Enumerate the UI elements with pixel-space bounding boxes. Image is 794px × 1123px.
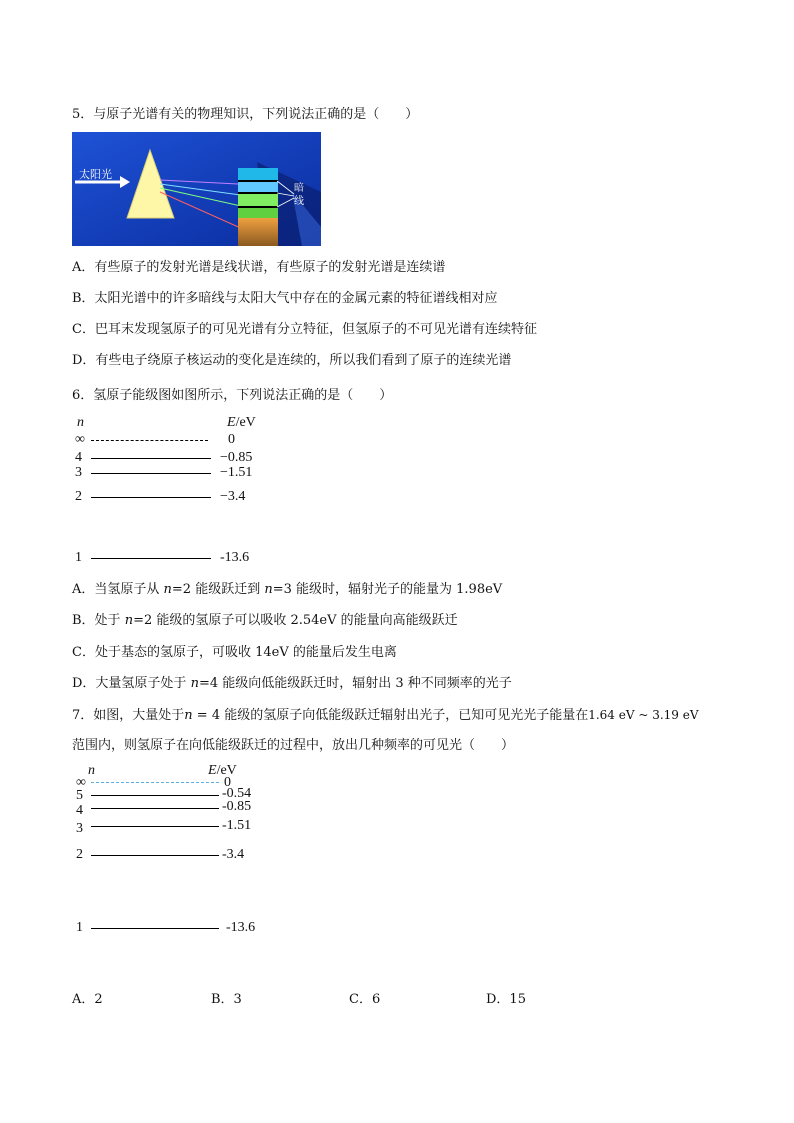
- q6-level-4-e: −0.85: [220, 450, 253, 465]
- q7-level-5-e: -0.54: [222, 786, 252, 801]
- q7-level-4-line: [91, 808, 219, 809]
- spectrum-figure: [72, 132, 321, 246]
- q7-level-4-e: -0.85: [222, 799, 252, 814]
- sunlight-label: 太阳光: [79, 168, 112, 181]
- q7-level-4-n: 4: [76, 803, 83, 818]
- q7-option-c: C．6: [349, 992, 381, 1007]
- q6-level-inf-n: ∞: [75, 432, 85, 447]
- q7-option-a: A．2: [72, 992, 103, 1007]
- q7-level-3-line: [91, 826, 219, 827]
- dark-line-label-1: 暗: [294, 183, 304, 194]
- q6-option-b: B．处于 n=2 能级的氢原子可以吸收 2.54eV 的能量向高能级跃迁: [72, 613, 458, 628]
- q6-n-axis-label: n: [77, 415, 84, 430]
- q6-level-3-n: 3: [75, 465, 82, 480]
- q5-option-d: D．有些电子绕原子核运动的变化是连续的，所以我们看到了原子的连续光谱: [72, 353, 512, 368]
- band-orange: [238, 218, 278, 246]
- q7-level-inf-line: [91, 782, 219, 783]
- band-light-blue: [238, 182, 278, 192]
- q5-option-a: A．有些原子的发射光谱是线状谱，有些原子的发射光谱是连续谱: [72, 260, 446, 275]
- band-green-2: [238, 208, 278, 218]
- q7-level-3-e: -1.51: [222, 818, 252, 833]
- q7-level-1-e: -13.6: [226, 920, 256, 935]
- q7-n-axis-label: n: [88, 763, 95, 778]
- q7-title-line2: 范围内，则氢原子在向低能级跃迁的过程中，放出几种频率的可见光（ ）: [72, 738, 515, 753]
- q6-level-4-n: 4: [75, 450, 82, 465]
- q7-level-inf-n: ∞: [76, 775, 86, 790]
- q6-level-2-line: [91, 497, 211, 498]
- dark-line-1: [238, 180, 278, 182]
- q7-title-line1: 7．如图，大量处于n = 4 能级的氢原子向低能级跃迁辐射出光子，已知可见光光子能量在1.64 eV ~ 3.19 eV: [72, 708, 699, 723]
- q6-level-1-line: [91, 558, 211, 559]
- q6-level-1-e: -13.6: [220, 550, 250, 565]
- dark-line-3: [238, 206, 278, 208]
- q7-level-inf-e: 0: [224, 775, 231, 790]
- q6-option-c: C．处于基态的氢原子，可吸收 14eV 的能量后发生电离: [72, 645, 397, 660]
- q6-level-4-line: [91, 458, 211, 459]
- q7-level-1-line: [91, 928, 219, 929]
- q6-level-2-n: 2: [75, 489, 82, 504]
- q6-level-2-e: −3.4: [220, 489, 246, 504]
- q6-level-3-e: −1.51: [220, 465, 253, 480]
- q6-option-a: A．当氢原子从 n=2 能级跃迁到 n=3 能级时，辐射光子的能量为 1.98eV: [72, 582, 503, 597]
- q7-level-5-line: [91, 795, 219, 796]
- q7-option-b: B．3: [211, 992, 242, 1007]
- q6-level-3-line: [91, 473, 211, 474]
- q5-option-b: B．太阳光谱中的许多暗线与太阳大气中存在的金属元素的特征谱线相对应: [72, 291, 498, 306]
- q6-level-inf-line: [91, 440, 208, 441]
- q6-level-inf-e: 0: [228, 432, 235, 447]
- q7-level-3-n: 3: [76, 821, 83, 836]
- q5-option-c: C．巴耳末发现氢原子的可见光谱有分立特征，但氢原子的不可见光谱有连续特征: [72, 322, 537, 337]
- dark-line-label-2: 线: [294, 196, 304, 207]
- band-green: [238, 194, 278, 206]
- q6-e-axis-label: E/eV: [227, 415, 256, 430]
- q7-level-5-n: 5: [76, 788, 83, 803]
- dark-line-2: [238, 192, 278, 194]
- q7-level-1-n: 1: [76, 920, 83, 935]
- q6-title: 6．氢原子能级图如图所示，下列说法正确的是（ ）: [72, 388, 393, 403]
- q7-level-2-line: [91, 855, 219, 856]
- q7-option-d: D．15: [486, 992, 526, 1007]
- band-cyan: [238, 168, 278, 180]
- q7-level-2-n: 2: [76, 847, 83, 862]
- q6-option-d: D．大量氢原子处于 n=4 能级向低能级跃迁时，辐射出 3 种不同频率的光子: [72, 676, 512, 691]
- q7-e-axis-label: E/eV: [208, 763, 237, 778]
- q7-level-2-e: -3.4: [222, 847, 245, 862]
- q5-title: 5．与原子光谱有关的物理知识，下列说法正确的是（ ）: [72, 107, 419, 122]
- spectrum-svg: [72, 132, 321, 246]
- q6-level-1-n: 1: [75, 550, 82, 565]
